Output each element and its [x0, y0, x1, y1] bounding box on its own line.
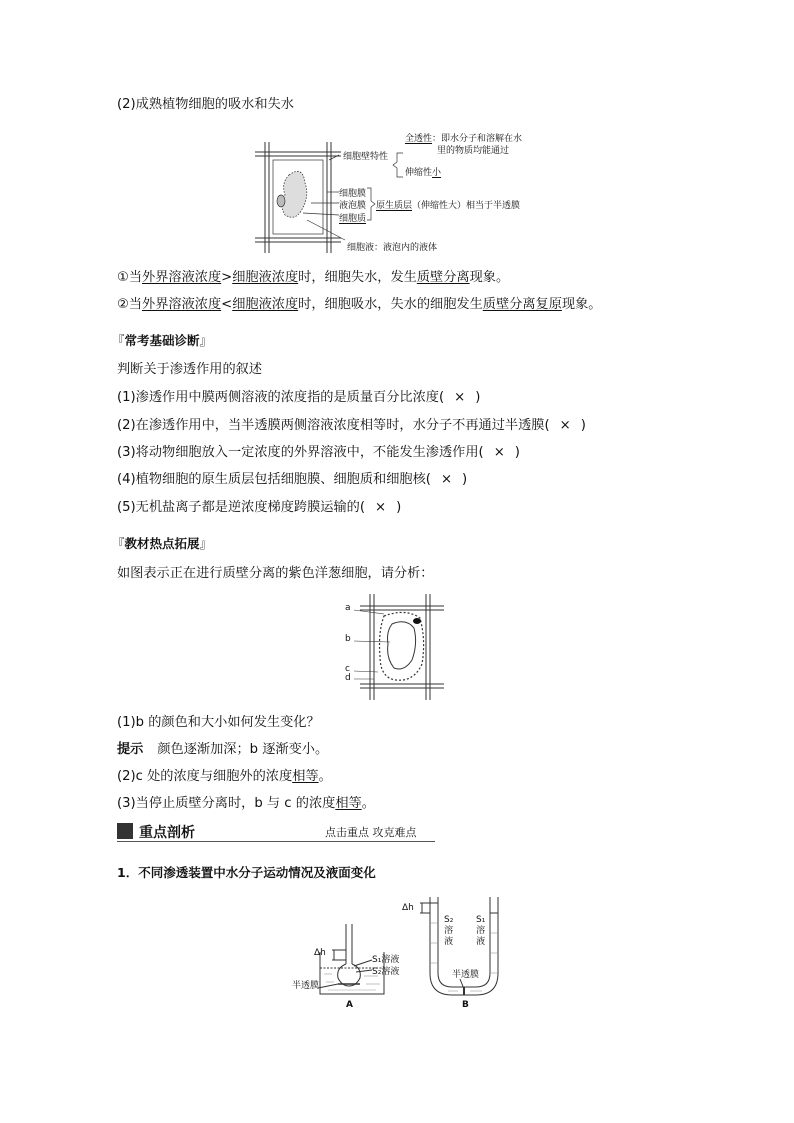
- answer-mark: ×: [454, 390, 466, 405]
- analysis-item-1: 1．不同渗透装置中水分子运动情况及液面变化: [117, 865, 376, 880]
- diagnosis-intro: 判断关于渗透作用的叙述: [117, 362, 263, 377]
- diagnosis-item: [117, 417, 586, 435]
- analysis-header: [117, 821, 435, 843]
- s2-line: 溶: [444, 926, 454, 936]
- label-c: c: [345, 664, 350, 674]
- question-3: [117, 795, 375, 813]
- stretchability: [405, 165, 441, 178]
- underlined-term: 外界溶液浓度: [142, 297, 222, 312]
- membrane-label: 细胞膜: [339, 189, 367, 199]
- osmosis-device-a: [292, 920, 412, 1012]
- answer-mark: ×: [493, 445, 505, 460]
- text-seg: 现象。: [561, 297, 602, 312]
- diagnosis-item: [117, 499, 401, 517]
- protoplast-desc: （伸缩性大）相当于半透膜: [412, 201, 521, 211]
- question-2: [117, 768, 332, 786]
- section-heading: (2)成熟植物细胞的吸水和失水: [117, 97, 294, 112]
- extension-title: 『 教材热点拓展 』: [112, 534, 212, 552]
- underlined-term: 细胞液浓度: [232, 297, 299, 312]
- item-end: ): [396, 500, 402, 515]
- s1-column-label: [476, 915, 485, 948]
- item-end: ): [462, 472, 468, 487]
- underlined-term: 细胞液浓度: [232, 270, 299, 285]
- text-seg: 时，细胞失水，发生: [298, 270, 417, 285]
- s1-line: 溶: [476, 926, 486, 936]
- s1-line: 液: [476, 937, 486, 947]
- delta-h-b: Δh: [402, 903, 414, 913]
- text-seg: 时，细胞吸水，失水的细胞发生: [298, 297, 483, 312]
- caption-b: B: [462, 1000, 469, 1010]
- underlined-term: 相等: [335, 796, 362, 811]
- s2-line: S₂: [444, 915, 454, 925]
- delta-h-a: Δh: [314, 948, 326, 958]
- condition-line-1: [117, 269, 509, 287]
- question-1: (1)b 的颜色和大小如何发生变化？: [117, 715, 320, 730]
- full-perm-desc-2: 里的物质均能通过: [437, 146, 510, 156]
- plant-cell-diagram: [255, 125, 555, 257]
- hint-label: 提示: [117, 742, 144, 757]
- divider: [117, 841, 435, 842]
- s1-line: S₁: [476, 915, 486, 925]
- text-seg: (2)c 处的浓度与细胞外的浓度: [117, 769, 293, 784]
- condition-line-2: [117, 296, 601, 314]
- analysis-subtitle: 点击重点 攻克难点: [325, 826, 417, 839]
- vacuole-membrane-label: 液泡膜: [339, 201, 367, 211]
- text-seg: 。: [318, 769, 332, 784]
- label-a: a: [345, 603, 351, 613]
- full-perm-term: 全透性: [405, 134, 433, 144]
- s1-solution-label: S₁溶液: [372, 955, 400, 965]
- text-seg: >: [221, 270, 233, 285]
- label-b: b: [345, 634, 351, 644]
- full-perm-desc-1: ：即水分子和溶解在水: [432, 134, 523, 144]
- answer-mark: ×: [375, 500, 387, 515]
- label-d: d: [345, 673, 351, 683]
- s2-column-label: [444, 915, 453, 948]
- text-seg: <: [221, 297, 233, 312]
- item-text: (3)将动物细胞放入一定浓度的外界溶液中，不能发生渗透作用(: [117, 445, 484, 460]
- answer-mark: ×: [440, 472, 453, 487]
- item-text: (2)在渗透作用中，当半透膜两侧溶液浓度相等时，水分子不再通过半透膜(: [117, 418, 550, 433]
- extension-intro: 如图表示正在进行质壁分离的紫色洋葱细胞，请分析：: [117, 566, 434, 581]
- membrane-label-b: 半透膜: [452, 970, 480, 980]
- diagnosis-title: 『 常考基础诊断 』: [112, 331, 212, 349]
- analysis-title: 重点剖析: [139, 825, 195, 841]
- osmosis-device-b: [398, 893, 508, 1013]
- protoplast-label: [376, 198, 520, 211]
- cell-sap-label: 细胞液：液泡内的液体: [347, 243, 438, 253]
- answer-mark: ×: [559, 418, 571, 433]
- item-end: ): [580, 418, 586, 433]
- protoplast-term: 原生质层: [376, 201, 413, 211]
- hint-line: [117, 741, 328, 759]
- underlined-term: 外界溶液浓度: [142, 270, 222, 285]
- caption-a: A: [346, 1000, 353, 1010]
- text-seg: ①当: [117, 270, 143, 285]
- s2-line: 液: [444, 937, 454, 947]
- item-end: ): [514, 445, 520, 460]
- cytoplasm-label: 细胞质: [339, 214, 367, 224]
- stretch-small: 小: [432, 168, 442, 178]
- diagnosis-item: [117, 471, 467, 489]
- item-end: ): [475, 390, 481, 405]
- section-square-icon: [117, 823, 133, 839]
- stretch-term: 伸缩性: [405, 168, 433, 178]
- diagnosis-item: [117, 444, 520, 462]
- item-text: (4)植物细胞的原生质层包括细胞膜、细胞质和细胞核(: [117, 472, 431, 487]
- text-seg: ②当: [117, 297, 143, 312]
- s2-solution-label: S₂溶液: [372, 967, 400, 977]
- diagnosis-item: [117, 389, 480, 407]
- underlined-term: 质壁分离复原: [482, 297, 562, 312]
- plasmolysis-figure: [340, 592, 452, 702]
- underlined-term: 相等: [292, 769, 319, 784]
- wall-property-label: 细胞壁特性: [343, 152, 389, 162]
- item-text: (1)渗透作用中膜两侧溶液的浓度指的是质量百分比浓度(: [117, 390, 445, 405]
- text-seg: 现象。: [469, 270, 510, 285]
- nucleus: [277, 195, 285, 207]
- item-text: (5)无机盐离子都是逆浓度梯度跨膜运输的(: [117, 500, 366, 515]
- text-seg: (3)当停止质壁分离时，b 与 c 的浓度: [117, 796, 336, 811]
- membrane-label-a: 半透膜: [292, 981, 320, 991]
- text-seg: 。: [361, 796, 375, 811]
- nucleus-dot: [413, 618, 421, 624]
- hint-text: 颜色逐渐加深；b 逐渐变小。: [157, 742, 329, 757]
- underlined-term: 质壁分离: [416, 270, 470, 285]
